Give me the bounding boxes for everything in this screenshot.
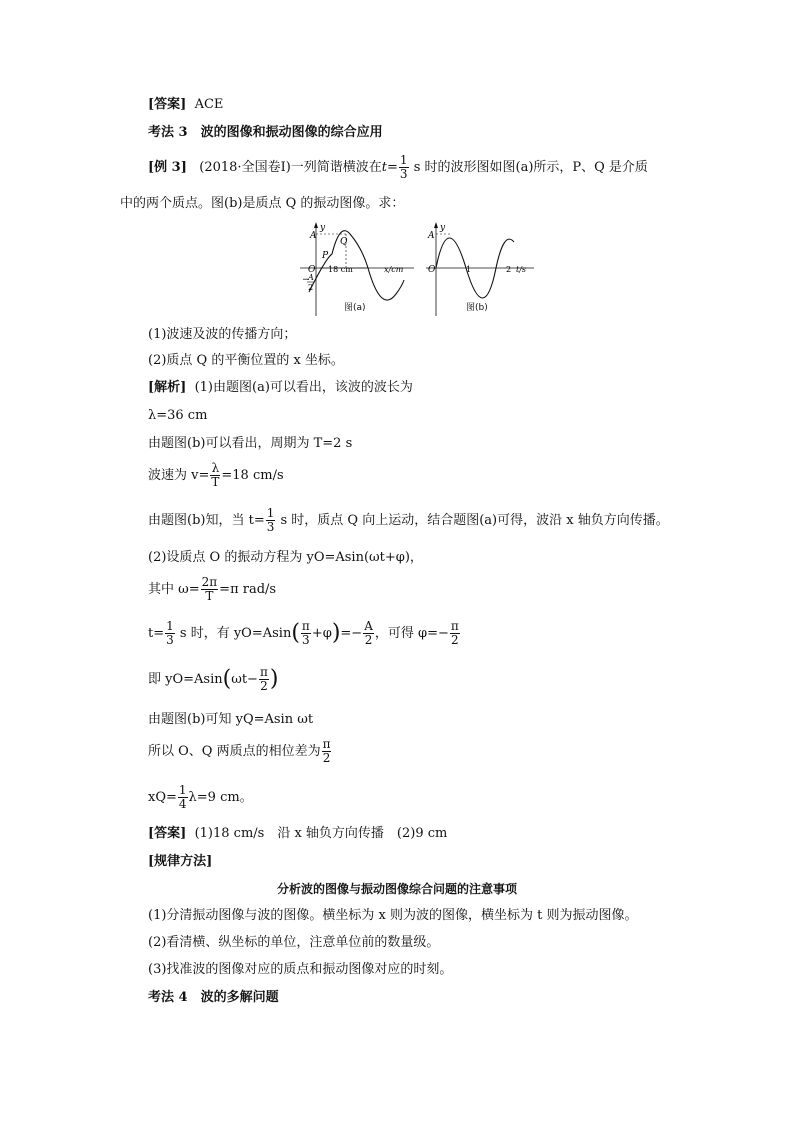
phase-t-fraction — [165, 620, 175, 647]
phase-pi3-den: 3 — [302, 633, 310, 647]
phase-eq: s 时，有 yO=Asin — [179, 626, 292, 641]
phase-plus-phi: +φ — [311, 626, 332, 641]
fig-a-minus: − — [302, 275, 310, 285]
phase-t: t= — [148, 626, 165, 641]
xq-num: 1 — [178, 783, 187, 797]
phase-t-num: 1 — [166, 619, 174, 633]
velocity-num: λ — [211, 461, 220, 475]
xq-den: 4 — [178, 797, 187, 811]
figure-a — [296, 220, 416, 324]
figure-a-caption: 图(a) — [344, 303, 366, 313]
yo-pi2-num: π — [259, 665, 268, 679]
direction-post: s 时，质点 Q 向上运动，结合题图(a)可得，波沿 x 轴负方向传播。 — [280, 513, 669, 528]
rule-title: 分析波的图像与振动图像综合问题的注意事项 — [276, 882, 517, 896]
fig-a-label-negA: A — [308, 273, 314, 282]
solution-line-9: 即 yO=Asin(ωt− $\frac{\pi}{2}$ ) — [148, 665, 279, 693]
solution-line-2: λ=36 cm — [148, 408, 208, 423]
solution-line-10: 由题图(b)可知 yQ=Asin ωt — [148, 712, 314, 727]
phase-diff-label: 所以 O、Q 两质点的相位差为 — [148, 744, 321, 759]
answer-2-text: (1)18 cm/s 沿 x 轴负方向传播 (2)9 cm — [194, 826, 448, 841]
fig-b-label-A: A — [428, 231, 435, 241]
solution-line-12 — [148, 784, 253, 811]
fig-a-label-x: x/cm — [384, 265, 404, 274]
rule-tag: [规律方法] — [148, 854, 213, 869]
omega-label: 其中 ω= — [148, 582, 200, 597]
question-1: (1)波速及波的传播方向； — [148, 327, 297, 342]
xq-fraction — [178, 784, 188, 811]
phase-pi2-num: π — [450, 619, 459, 633]
omega-den: T — [205, 589, 214, 603]
velocity-den: T — [211, 475, 220, 489]
fig-b-label-O: O — [428, 265, 436, 275]
omega-num: 2π — [201, 575, 218, 589]
answer-tag: [答案] — [148, 97, 187, 112]
fig-a-distance: 18 cm — [328, 265, 353, 274]
direction-num: 1 — [266, 506, 275, 520]
example-fraction — [399, 154, 409, 181]
example-line-2: 中的两个质点。图(b)是质点 Q 的振动图像。求： — [120, 196, 405, 211]
rule-point-3: (3)找准波的图像对应的质点和振动图像对应的时刻。 — [148, 962, 453, 977]
answer-line-1 — [148, 97, 223, 113]
phase-pi2-den: 2 — [451, 633, 459, 647]
yo-pi2-den: 2 — [260, 679, 268, 693]
solution-line-1 — [148, 380, 413, 396]
fig-a-label-Q: Q — [340, 237, 348, 247]
solution-line-6: (2)设质点 O 的振动方程为 yO=Asin(ωt+φ)， — [148, 550, 423, 565]
rule-point-2: (2)看清横、纵坐标的单位，注意单位前的数量级。 — [148, 935, 440, 950]
question-2: (2)质点 Q 的平衡位置的 x 坐标。 — [148, 353, 344, 368]
solution-line-11 — [148, 738, 332, 765]
xq-value: λ=9 cm。 — [188, 790, 253, 805]
velocity-label: 波速为 v= — [148, 468, 210, 483]
yo-arg: ωt− — [231, 672, 258, 687]
phase-pi2 — [450, 620, 460, 647]
phase-diff-num: π — [322, 737, 331, 751]
fig-b-label-t: t/s — [516, 265, 527, 274]
fig-a-label-half: 2 — [308, 283, 314, 292]
phase-diff-fraction — [322, 738, 332, 765]
fig-a-label-P: P — [322, 251, 329, 261]
solution-line-3: 由题图(b)可以看出，周期为 T=2 s — [148, 436, 353, 451]
solution-line-4 — [148, 462, 284, 489]
fig-b-tick-1: 1 — [466, 265, 472, 274]
xq-label: xQ= — [148, 790, 177, 805]
omega-fraction — [201, 576, 219, 603]
fig-b-tick-2: 2 — [506, 265, 512, 274]
method-3-heading: 考法 3 波的图像和振动图像的综合应用 — [148, 125, 383, 140]
direction-fraction — [266, 507, 276, 534]
example-line-1 — [148, 154, 648, 181]
yo-eq: 即 yO=Asin — [148, 672, 223, 687]
solution-line-7 — [148, 576, 276, 603]
direction-den: 3 — [266, 520, 275, 534]
phase-result: ，可得 φ=− — [374, 626, 449, 641]
example-t-var: t= — [381, 160, 398, 175]
fig-a-label-A: A — [310, 231, 317, 241]
velocity-fraction — [210, 462, 220, 489]
omega-value: =π rad/s — [219, 582, 277, 597]
fig-a-label-O: O — [308, 265, 316, 275]
fig-a-label-y: y — [320, 223, 326, 233]
yo-pi2 — [259, 666, 269, 693]
phase-A2-num: A — [364, 619, 373, 633]
direction-pre: 由题图(b)知，当 t= — [148, 513, 265, 528]
phase-t-den: 3 — [166, 633, 174, 647]
rule-point-1: (1)分清振动图像与波的图像。横坐标为 x 则为波的图像，横坐标为 t 则为振动图像。 — [148, 908, 638, 923]
answer-line-2 — [148, 826, 447, 842]
phase-pi3-num: π — [301, 619, 310, 633]
figure-b-caption: 图(b) — [466, 303, 488, 313]
answer-text: ACE — [194, 97, 224, 112]
phase-A2 — [363, 620, 374, 647]
phase-A2-den: 2 — [364, 633, 373, 647]
solution-tag: [解析] — [148, 380, 187, 395]
method-4-heading: 考法 4 波的多解问题 — [148, 990, 279, 1005]
example-fraction-den: 3 — [399, 167, 408, 181]
solution-line-5 — [148, 507, 669, 534]
example-fraction-num: 1 — [399, 153, 408, 167]
solution-text-1: (1)由题图(a)可以看出，该波的波长为 — [194, 380, 413, 395]
figure-b — [422, 220, 542, 324]
phase-diff-den: 2 — [322, 751, 331, 765]
example-post: s 时的波形图如图(a)所示，P、Q 是介质 — [413, 160, 648, 175]
phase-pi3 — [301, 620, 311, 647]
answer-2-tag: [答案] — [148, 826, 187, 841]
velocity-value: =18 cm/s — [221, 468, 284, 483]
solution-line-8: t= $\frac{1}{3}$ s 时，有 yO=Asin( $\frac{\pi}{3}$ +φ)=− $\frac{A}{2}$ ，可得 φ=− $\frac{\pi}{2}$ — [148, 619, 459, 647]
example-tag: [例 3] — [148, 160, 187, 175]
fig-b-label-y: y — [440, 223, 446, 233]
example-intro: (2018·全国卷Ⅰ)一列简谐横波在 — [199, 160, 382, 175]
phase-equals: =− — [340, 626, 363, 641]
